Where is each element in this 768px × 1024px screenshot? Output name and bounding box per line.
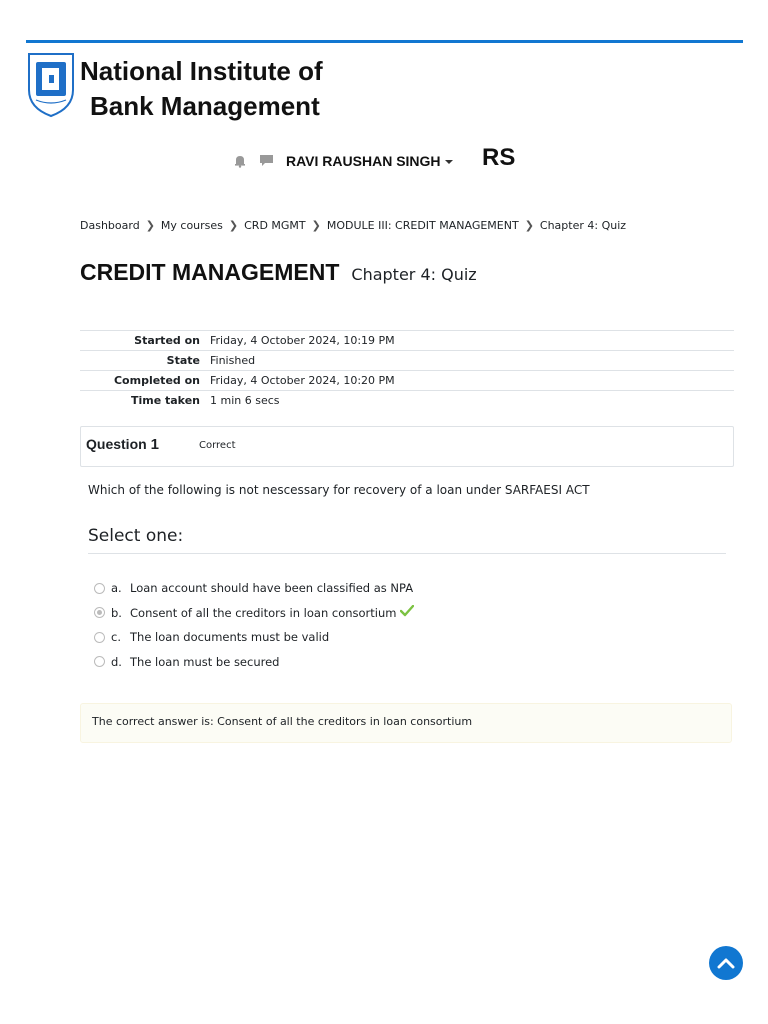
- summary-label: Time taken: [130, 394, 200, 407]
- option-letter: a.: [111, 581, 122, 596]
- radio-button[interactable]: [94, 656, 105, 667]
- option-text: Loan account should have been classified as NPA: [130, 581, 414, 596]
- table-row: [80, 331, 734, 351]
- option-letter: c.: [111, 630, 121, 645]
- option-text: Consent of all the creditors in loan consortium: [130, 605, 397, 620]
- notification-bell-icon[interactable]: [232, 153, 248, 169]
- breadcrumb-module[interactable]: MODULE III: CREDIT MANAGEMENT: [326, 219, 519, 232]
- radio-button[interactable]: [94, 632, 105, 643]
- question-info-box: [80, 426, 734, 467]
- top-accent-line: [26, 40, 743, 43]
- institute-name-line1: National Institute of: [80, 56, 323, 86]
- caret-down-icon: [445, 160, 453, 164]
- breadcrumb-dashboard[interactable]: Dashboard: [80, 219, 140, 232]
- messages-icon[interactable]: [258, 153, 274, 169]
- summary-value: 1 min 6 secs: [210, 394, 280, 407]
- radio-button[interactable]: [94, 583, 105, 594]
- question-number: [86, 436, 159, 453]
- user-menu-bar: [232, 146, 453, 176]
- correct-checkmark-icon: [400, 605, 414, 620]
- summary-value: Friday, 4 October 2024, 10:20 PM: [210, 374, 395, 387]
- option-text: The loan must be secured: [130, 654, 280, 669]
- answer-options: [94, 576, 414, 674]
- summary-value: Finished: [210, 354, 256, 367]
- answer-option-a[interactable]: [94, 576, 414, 601]
- institute-name: [80, 54, 323, 124]
- question-state: Correct: [199, 440, 236, 451]
- page-subtitle: Chapter 4: Quiz: [351, 265, 477, 284]
- question-number-value: 1: [150, 436, 159, 453]
- table-row: [80, 351, 734, 371]
- option-text: The loan documents must be valid: [130, 630, 330, 645]
- attempt-summary-table: [80, 330, 734, 410]
- page-title: CREDIT MANAGEMENT: [80, 259, 340, 285]
- summary-value: Friday, 4 October 2024, 10:19 PM: [210, 334, 395, 347]
- chevron-right-icon: ❯: [228, 219, 239, 232]
- table-row: [80, 371, 734, 391]
- breadcrumb-quiz[interactable]: Chapter 4: Quiz: [539, 219, 627, 232]
- page-heading: [80, 259, 477, 286]
- summary-label: Completed on: [113, 374, 200, 387]
- option-letter: d.: [111, 654, 122, 669]
- question-label: Question: [86, 436, 147, 452]
- answer-option-b[interactable]: [94, 601, 414, 626]
- breadcrumb-course[interactable]: CRD MGMT: [244, 219, 306, 232]
- user-avatar-initials[interactable]: RS: [482, 144, 516, 171]
- chevron-up-icon: [717, 957, 735, 969]
- summary-label: State: [166, 354, 200, 367]
- summary-label: Started on: [134, 334, 200, 347]
- breadcrumb: [80, 219, 626, 232]
- correct-answer-feedback: The correct answer is: Consent of all the creditors in loan consortium: [80, 703, 732, 743]
- question-text: Which of the following is not nescessary for recovery of a loan under SARFAESI ACT: [88, 483, 590, 497]
- institute-name-line2: Bank Management: [90, 91, 320, 121]
- answer-prompt: Select one:: [88, 526, 726, 554]
- answer-option-c[interactable]: [94, 625, 414, 650]
- chevron-right-icon: ❯: [311, 219, 321, 232]
- user-menu-toggle[interactable]: [286, 153, 453, 169]
- radio-button-selected[interactable]: [94, 607, 105, 618]
- breadcrumb-my-courses[interactable]: My courses: [160, 219, 223, 232]
- chevron-right-icon: ❯: [524, 219, 534, 232]
- option-letter: b.: [111, 605, 122, 620]
- back-to-top-button[interactable]: [709, 946, 743, 980]
- chevron-right-icon: ❯: [145, 219, 155, 232]
- answer-option-d[interactable]: [94, 650, 414, 675]
- user-name: RAVI RAUSHAN SINGH: [286, 153, 441, 169]
- table-row: [80, 391, 734, 411]
- nibm-logo-icon[interactable]: [26, 52, 76, 118]
